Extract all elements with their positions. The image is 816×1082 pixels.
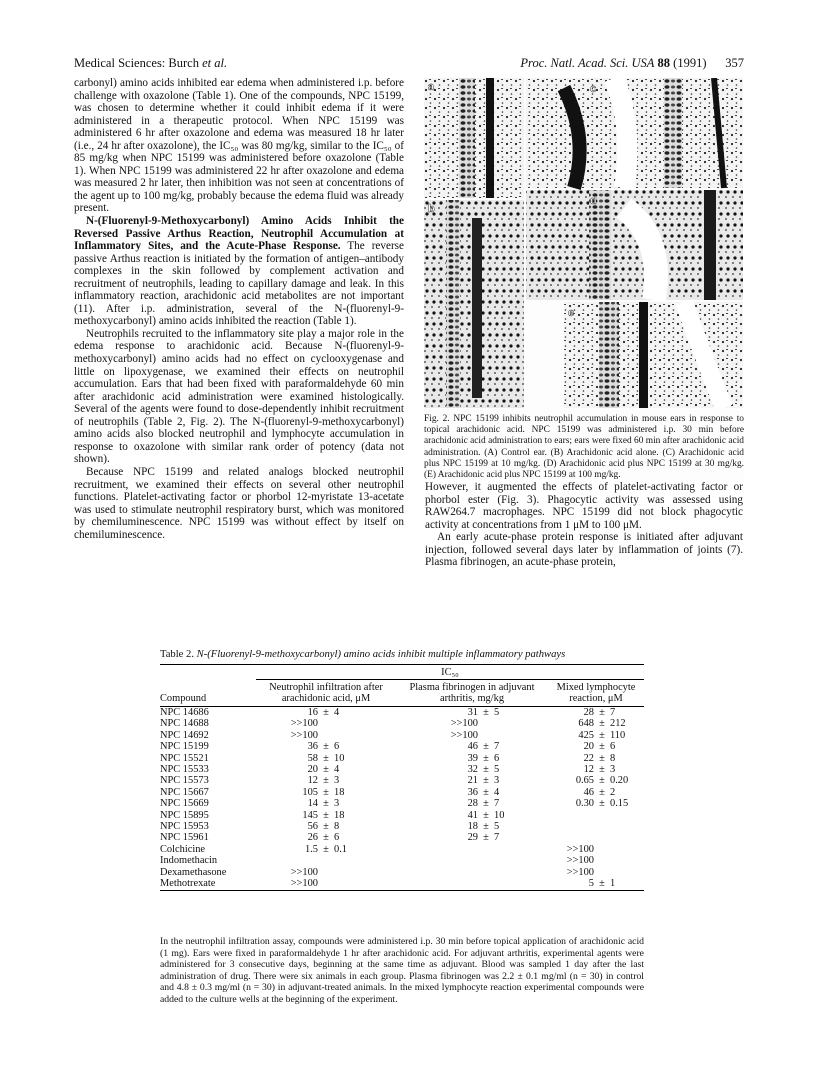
value-mean: 5 [588, 878, 594, 890]
value-error: 4 [334, 707, 340, 718]
value-error: 4 [494, 786, 500, 798]
value-mean: 58 [307, 752, 318, 764]
value-mean: 29 [467, 832, 478, 844]
c1-value-cell [256, 810, 396, 821]
compound-cell: Indomethacin [160, 855, 218, 867]
value-error: 5 [494, 707, 500, 718]
value-pm: ± [599, 741, 605, 753]
value-mean: 32 [467, 764, 478, 776]
c2-value-cell [396, 753, 548, 764]
value-mean: 0.65 [575, 775, 594, 787]
paragraph-1: carbonyl) amino acids inhibited ear edema when administered i.p. before challenge with oxazolone (Table 1). One of the compounds, NPC 15199, was chosen to determine whether it could inhibit edema if it were administered in a therapeutic protocol. When NPC 15199 was administered 6 hr after oxazolone and edema was measured 18 hr later (i.e., 24 hr after oxazolone), the IC₅₀ was 80 mg/kg, similar to the IC₅₀ of 85 mg/kg when NPC 15199 was administered before oxazolone (Table 1). When NPC 15199 was administered 22 hr after oxazolone and edema was measured 2 hr later, then inhibition was not seen at concentrations of the agent up to 100 mg/kg, probably because the edema fluid was already present. [74, 77, 404, 215]
table-row [160, 753, 644, 764]
value-pm: ± [483, 775, 489, 787]
c3-value-cell [548, 775, 644, 786]
value-mean: >>100 [290, 718, 318, 730]
value-error: 3 [610, 764, 616, 776]
value-pm: ± [483, 832, 489, 844]
value-error: 0.15 [610, 798, 629, 810]
value-mean: >>100 [566, 855, 594, 867]
value-mean: 12 [307, 775, 318, 787]
compound-cell: NPC 15953 [160, 821, 209, 833]
value-error: 8 [610, 752, 616, 764]
table-row [160, 832, 644, 843]
c3-value-cell [548, 855, 644, 866]
value-mean: >>100 [450, 718, 478, 730]
compound-cell: Methotrexate [160, 878, 216, 890]
compound-cell: NPC 14692 [160, 729, 209, 741]
figure-2-caption: Fig. 2. NPC 15199 inhibits neutrophil accumulation in mouse ears in response to topical arachidonic acid. NPC 15199 was administered i.p. 30 min before arachidonic acid administration to ears; ears were fixed 60 min after arachidonic acid administration. (A) Control ear. (B) Arachidonic acid alone. (C) Arachidonic acid plus NPC 15199 at 10 mg/kg. (D) Arachidonic acid plus NPC 15199 at 30 mg/kg. (E) Arachidonic acid plus NPC 15199 at 100 mg/kg. [424, 414, 744, 481]
compound-cell: NPC 15533 [160, 764, 209, 776]
value-mean: 20 [307, 764, 318, 776]
value-mean: 18 [467, 821, 478, 833]
c2-value-cell [396, 821, 548, 832]
c3-value-cell [548, 741, 644, 752]
value-pm: ± [483, 707, 489, 718]
compound-cell: NPC 14686 [160, 707, 209, 718]
value-mean: >>100 [290, 878, 318, 890]
c3-value-cell [548, 730, 644, 741]
value-pm: ± [599, 798, 605, 810]
value-mean: 22 [583, 752, 594, 764]
c1-value-cell [256, 867, 396, 878]
value-pm: ± [599, 878, 605, 890]
col-header-mlr: Mixed lymphocyte reaction, μM [556, 682, 636, 704]
header-journal-section: Medical Sciences: Burch [74, 56, 199, 70]
header-journal: Proc. Natl. Acad. Sci. USA [520, 56, 655, 70]
micrograph-image [424, 78, 743, 408]
value-error: 18 [334, 786, 345, 798]
c1-value-cell [256, 707, 396, 719]
value-mean: 20 [583, 741, 594, 753]
panel-label-b: b [428, 203, 435, 215]
value-error: 7 [610, 707, 616, 718]
c2-value-cell [396, 775, 548, 786]
value-pm: ± [599, 786, 605, 798]
value-pm: ± [323, 832, 329, 844]
value-error: 5 [494, 821, 500, 833]
table-footnote: In the neutrophil infiltration assay, compounds were administered i.p. 30 min before topical application of arachidonic acid (1 mg). Ears were fixed in paraformaldehyde 1 hr after arachidonic acid. For adjuvant arthritis, experimental agents were administered for 3 consecutive days, beginning at the same time as adjuvant. Blood was sampled 1 day after the last administration of drug. There were six animals in each group. Plasma fibrinogen was 2.2 ± 0.1 mg/ml (n = 30) in control and 4.8 ± 0.3 mg/ml (n = 30) in adjuvant-treated animals. In the mixed lymphocyte reaction experimental compounds were added to the culture wells at the beginning of the experiment. [160, 936, 644, 1005]
c1-value-cell [256, 764, 396, 775]
right-column [425, 481, 743, 569]
value-pm: ± [599, 775, 605, 787]
c3-value-cell [548, 798, 644, 809]
value-mean: 36 [307, 741, 318, 753]
compound-cell: Dexamethasone [160, 866, 227, 878]
c2-value-cell [396, 798, 548, 809]
value-error: 10 [494, 809, 505, 821]
c3-value-cell [548, 707, 644, 719]
value-pm: ± [323, 775, 329, 787]
c2-value-cell [396, 810, 548, 821]
compound-cell: NPC 15961 [160, 832, 209, 844]
c3-value-cell [548, 844, 644, 855]
c1-value-cell [256, 787, 396, 798]
value-error: 10 [334, 752, 345, 764]
table-row [160, 821, 644, 832]
value-mean: 41 [467, 809, 478, 821]
c3-value-cell [548, 810, 644, 821]
value-error: 7 [494, 832, 500, 844]
c3-value-cell [548, 832, 644, 843]
value-mean: 425 [578, 729, 594, 741]
value-mean: >>100 [566, 843, 594, 855]
value-pm: ± [599, 729, 605, 741]
compound-cell: NPC 15521 [160, 752, 209, 764]
panel-label-a: a [428, 81, 435, 93]
value-error: 212 [610, 718, 626, 730]
c1-value-cell [256, 832, 396, 843]
right-paragraph-2: An early acute-phase protein response is initiated after adjuvant injection, followed several days later by inflammation of joints (7). Plasma fibrinogen, an acute-phase protein, [425, 531, 743, 569]
running-header-left [74, 56, 227, 71]
value-error: 18 [334, 809, 345, 821]
value-mean: >>100 [290, 729, 318, 741]
value-pm: ± [483, 741, 489, 753]
c2-value-cell [396, 764, 548, 775]
value-mean: 31 [467, 707, 478, 718]
table-row [160, 844, 644, 855]
table-row [160, 798, 644, 809]
header-volume: 88 [657, 56, 671, 70]
value-pm: ± [323, 809, 329, 821]
c1-value-cell [256, 775, 396, 786]
c2-value-cell [396, 878, 548, 890]
c2-value-cell [396, 741, 548, 752]
table-row [160, 718, 644, 729]
value-pm: ± [483, 809, 489, 821]
c1-value-cell [256, 753, 396, 764]
value-pm: ± [483, 821, 489, 833]
table-row [160, 764, 644, 775]
value-mean: 26 [307, 832, 318, 844]
c2-value-cell [396, 867, 548, 878]
right-paragraph-1: However, it augmented the effects of platelet-activating factor or phorbol ester (Fig. 3). Phagocytic activity was assessed using RAW264.7 macrophages. NPC 15199 did not block phagocytic activity at concentrations from 1 μM to 100 μM. [425, 481, 743, 531]
c1-value-cell [256, 821, 396, 832]
value-pm: ± [483, 764, 489, 776]
table-row [160, 741, 644, 752]
value-mean: 12 [583, 764, 594, 776]
col-header-fibrinogen: Plasma fibrinogen in adjuvant arthritis, mg/kg [409, 682, 535, 704]
value-mean: 21 [467, 775, 478, 787]
value-mean: 28 [467, 798, 478, 810]
value-error: 4 [334, 764, 340, 776]
c3-value-cell [548, 764, 644, 775]
value-pm: ± [599, 752, 605, 764]
value-pm: ± [483, 798, 489, 810]
c1-value-cell [256, 855, 396, 866]
value-pm: ± [483, 752, 489, 764]
value-mean: >>100 [566, 866, 594, 878]
value-mean: 28 [583, 707, 594, 718]
c1-value-cell [256, 878, 396, 890]
value-error: 110 [610, 729, 626, 741]
value-pm: ± [323, 786, 329, 798]
table-label: Table 2. [160, 649, 194, 660]
value-error: 3 [334, 775, 340, 787]
c1-value-cell [256, 844, 396, 855]
table-row [160, 775, 644, 786]
value-mean: 648 [578, 718, 594, 730]
value-pm: ± [599, 707, 605, 718]
value-mean: 46 [467, 741, 478, 753]
page-number: 357 [725, 56, 744, 70]
c2-value-cell [396, 718, 548, 729]
paragraph-2 [74, 215, 404, 328]
c3-value-cell [548, 867, 644, 878]
value-pm: ± [599, 718, 605, 730]
value-error: 3 [334, 798, 340, 810]
table-row [160, 730, 644, 741]
value-error: 6 [334, 832, 340, 844]
running-header-right [520, 56, 744, 71]
c3-value-cell [548, 878, 644, 890]
col-header-compound: Compound [160, 693, 207, 704]
c2-value-cell [396, 730, 548, 741]
table-title-text: N-(Fluorenyl-9-methoxycarbonyl) amino acids inhibit multiple inflammatory pathways [196, 649, 566, 660]
value-mean: >>100 [450, 729, 478, 741]
compound-cell: NPC 15573 [160, 775, 209, 787]
compound-cell: NPC 15667 [160, 786, 209, 798]
table-row [160, 787, 644, 798]
table-row [160, 867, 644, 878]
value-pm: ± [323, 821, 329, 833]
c2-value-cell [396, 832, 548, 843]
value-pm: ± [323, 798, 329, 810]
value-pm: ± [323, 741, 329, 753]
value-mean: 46 [583, 786, 594, 798]
value-error: 6 [610, 741, 616, 753]
table-row [160, 707, 644, 719]
value-error: 2 [610, 786, 616, 798]
c3-value-cell [548, 753, 644, 764]
c3-value-cell [548, 787, 644, 798]
paragraph-4: Because NPC 15199 and related analogs blocked neutrophil recruitment, we examined their effects on several other neutrophil functions. Platelet-activating factor or phorbol 12-myristate 13-acetate was used to stimulate neutrophil respiratory burst, which was monitored by chemiluminescence. NPC 15199 was without effect by itself on chemiluminescence. [74, 465, 404, 541]
c3-value-cell [548, 821, 644, 832]
paragraph-2-body: The reverse passive Arthus reaction is initiated by the formation of antigen–antibody complexes in the skin followed by complement activation and recruitment of neutrophils, leading to capillary damage and leak. In this inflammatory reaction, arachidonic acid metabolites are not important (11). After i.p. administration, several of the N-(fluorenyl-9-methoxycarbonyl) amino acids inhibited the reaction (Table 1). [74, 240, 404, 328]
value-mean: 36 [467, 786, 478, 798]
compound-cell: NPC 15199 [160, 741, 209, 753]
c1-value-cell [256, 741, 396, 752]
value-pm: ± [323, 707, 329, 718]
left-column [74, 77, 404, 541]
value-pm: ± [323, 843, 329, 855]
value-error: 0.1 [334, 843, 347, 855]
paragraph-3: Neutrophils recruited to the inflammatory site play a major role in the edema response to arachidonic acid. Because N-(fluorenyl-9-methoxycarbonyl) amino acids had no effect on cyclooxygenase and little on lipoxygenase, we examined their effects on neutrophil accumulation. Ears that had been fixed with paraformaldehyde 60 min after arachidonic acid administration were examined histologically. Several of the agents were found to dose-dependently inhibit recruitment of neutrophils (Table 2, Fig. 2). The N-(fluorenyl-9-methoxycarbonyl) amino acids also blocked neutrophil and lymphocyte accumulation in response to oxazolone with similar rank order of potency (data not shown). [74, 327, 404, 466]
value-error: 7 [494, 798, 500, 810]
value-mean: 1.5 [305, 843, 318, 855]
table-2 [160, 664, 644, 891]
value-error: 5 [494, 764, 500, 776]
value-pm: ± [323, 752, 329, 764]
col-header-neutrophil: Neutrophil infiltration after arachidonic acid, μM [269, 682, 383, 704]
c3-value-cell [548, 718, 644, 729]
compound-cell: NPC 15895 [160, 809, 209, 821]
compound-cell: Colchicine [160, 843, 206, 855]
value-mean: 39 [467, 752, 478, 764]
table-body [160, 707, 644, 891]
panel-label-c: c [590, 83, 597, 95]
value-mean: >>100 [290, 866, 318, 878]
header-etal: et al. [202, 56, 228, 70]
panel-label-e: e [568, 307, 575, 319]
panel-label-d: d [590, 195, 597, 207]
value-pm: ± [483, 786, 489, 798]
ic50-group-header: IC₅₀ [256, 665, 644, 680]
value-mean: 105 [302, 786, 318, 798]
c2-value-cell [396, 787, 548, 798]
value-mean: 0.30 [575, 798, 594, 810]
table-2-title [160, 649, 565, 660]
header-year: (1991) [673, 56, 707, 70]
c1-value-cell [256, 798, 396, 809]
value-error: 0.20 [610, 775, 629, 787]
value-mean: 56 [307, 821, 318, 833]
value-error: 6 [494, 752, 500, 764]
value-pm: ± [323, 764, 329, 776]
table-row [160, 878, 644, 890]
value-error: 3 [494, 775, 500, 787]
value-mean: 145 [302, 809, 318, 821]
value-error: 8 [334, 821, 340, 833]
compound-cell: NPC 15669 [160, 798, 209, 810]
value-mean: 16 [307, 707, 318, 718]
c1-value-cell [256, 730, 396, 741]
value-mean: 14 [307, 798, 318, 810]
c2-value-cell [396, 844, 548, 855]
compound-cell: NPC 14688 [160, 718, 209, 730]
value-pm: ± [599, 764, 605, 776]
c1-value-cell [256, 718, 396, 729]
value-error: 1 [610, 878, 616, 890]
table-row [160, 810, 644, 821]
value-error: 7 [494, 741, 500, 753]
section-heading: N-(Fluorenyl-9-Methoxycarbonyl) Amino Acids Inhibit the Reversed Passive Arthus Reaction, Neutrophil Accumulation at Inflammatory Sites, and the Acute-Phase Response. [74, 215, 404, 253]
c2-value-cell [396, 707, 548, 719]
value-error: 6 [334, 741, 340, 753]
c2-value-cell [396, 855, 548, 866]
table-row [160, 855, 644, 866]
